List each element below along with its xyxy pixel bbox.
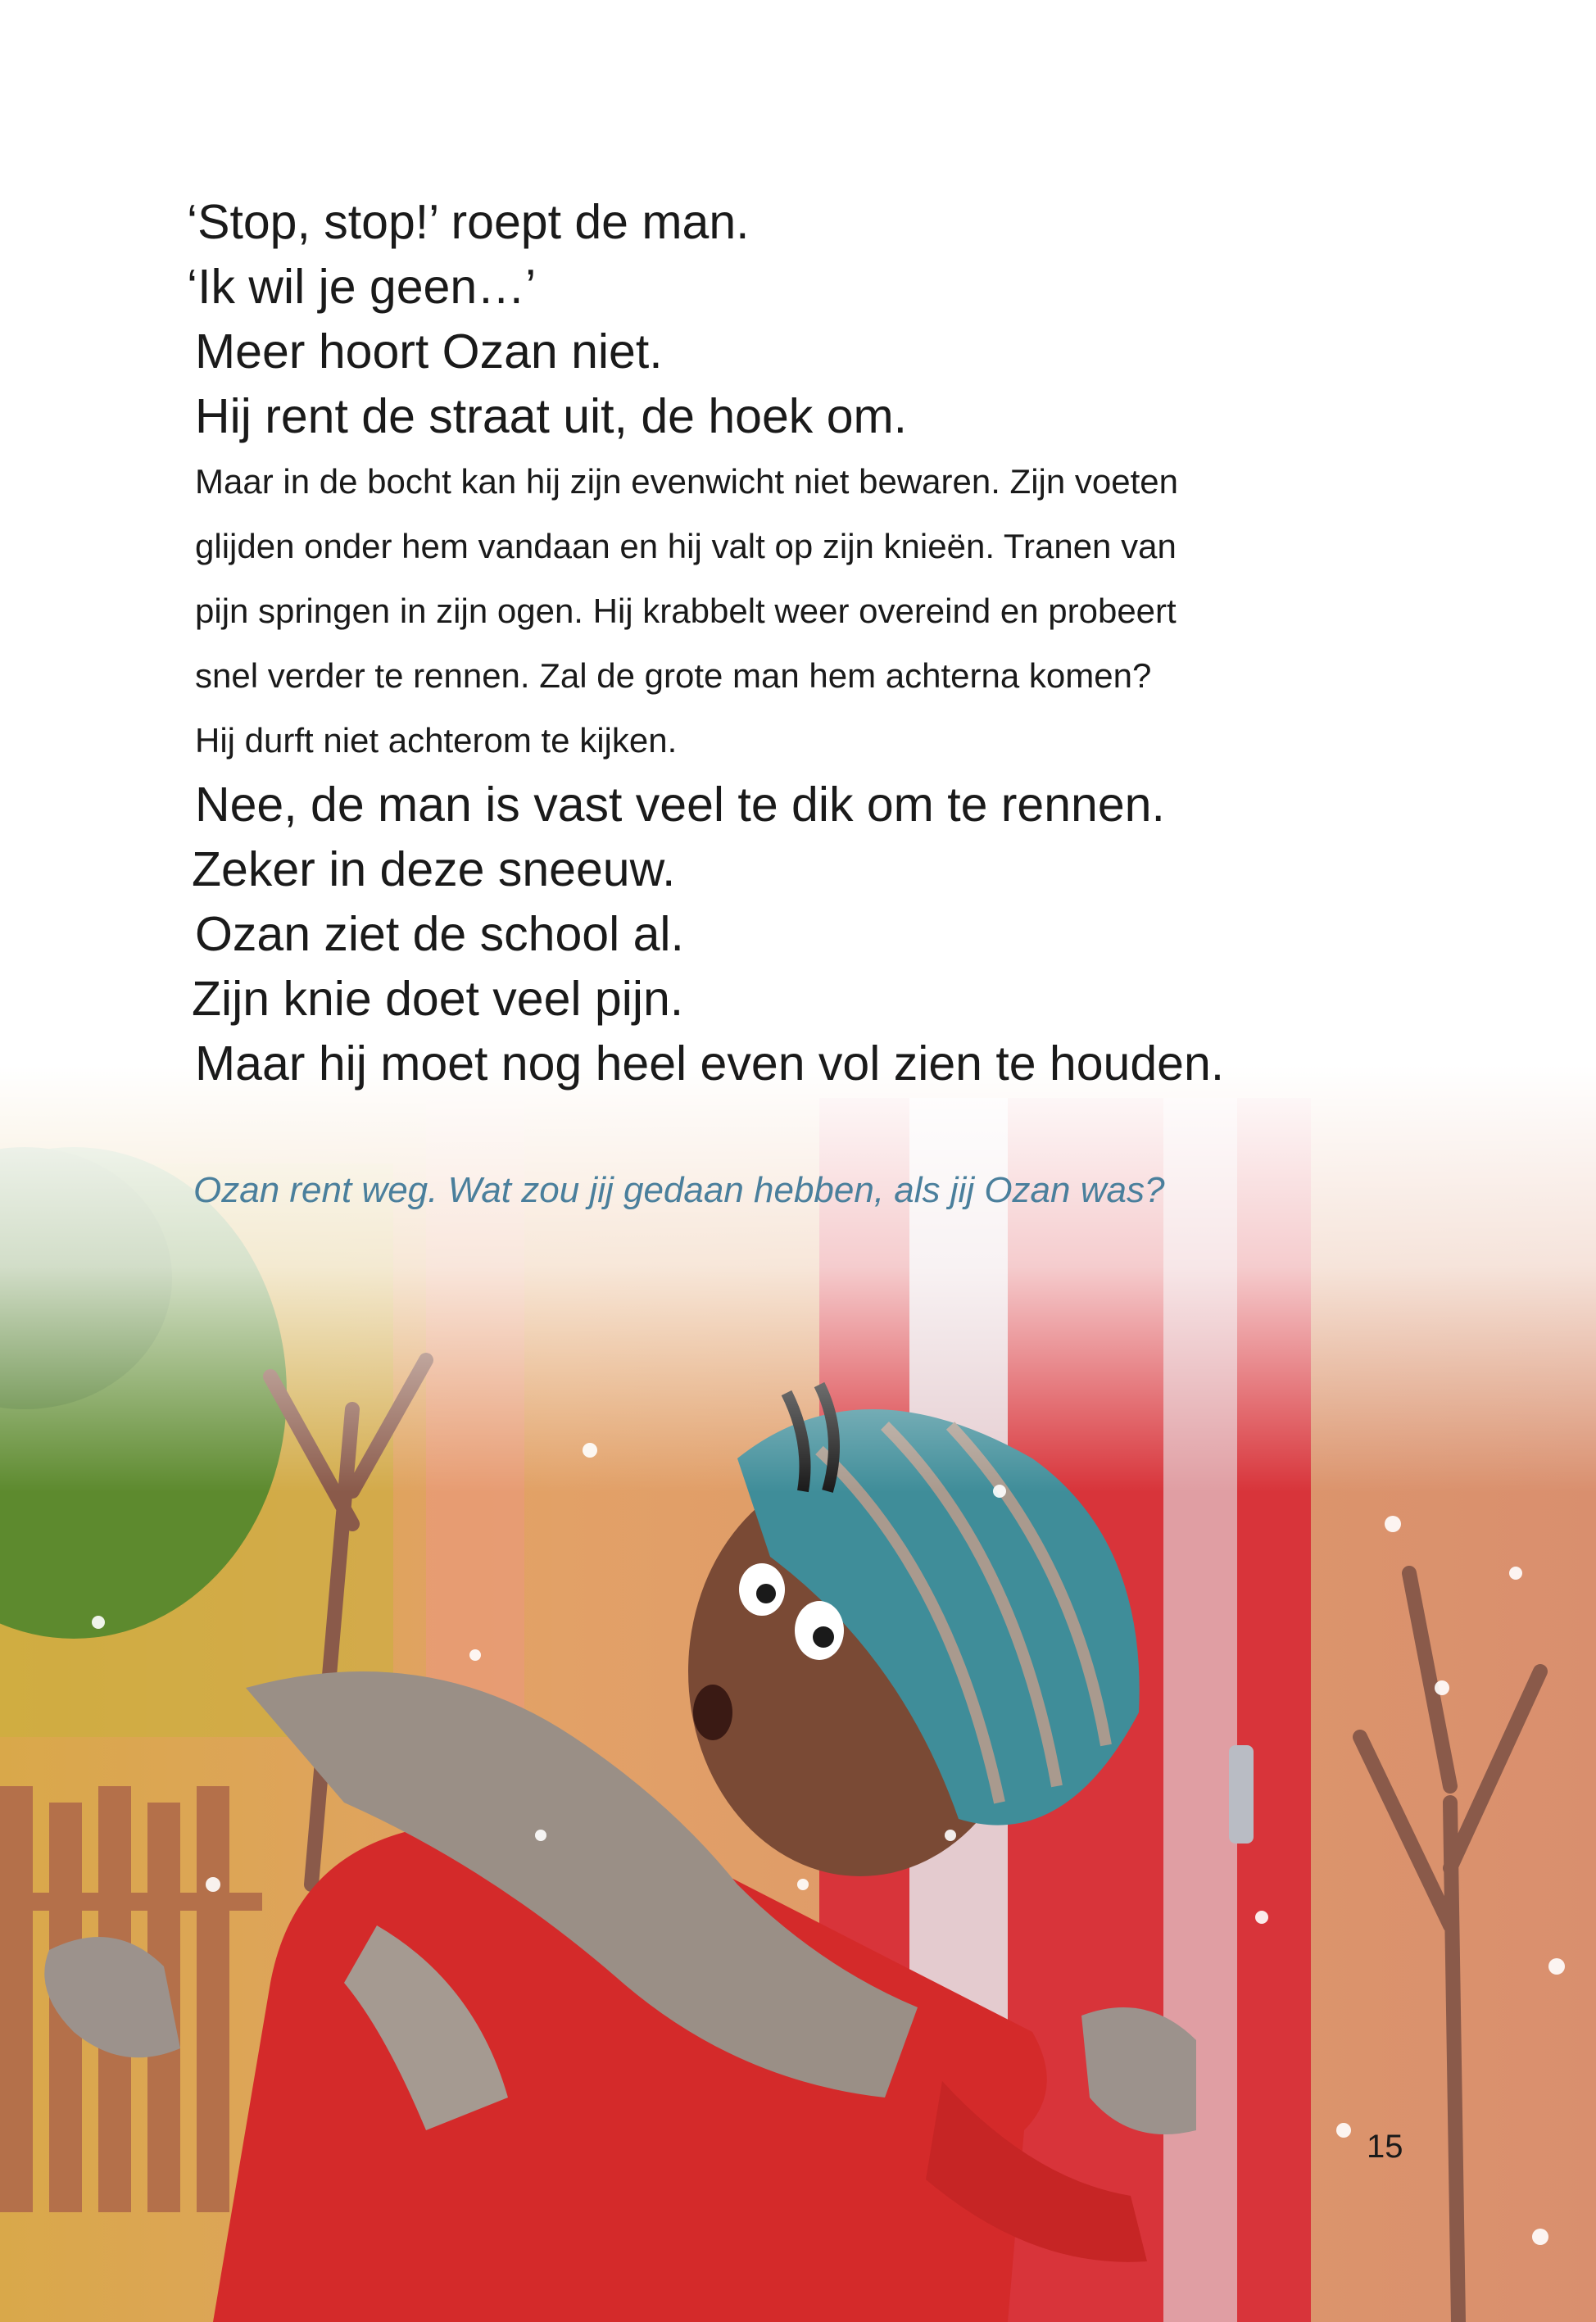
story-line: Nee, de man is vast veel te dik om te rennen. — [195, 778, 1165, 832]
story-line-small: pijn springen in zijn ogen. Hij krabbelt weer overeind en probeert — [195, 592, 1177, 630]
story-line: Zeker in deze sneeuw. — [192, 842, 676, 896]
story-line: Ozan ziet de school al. — [195, 907, 684, 961]
page-number: 15 — [1367, 2129, 1403, 2165]
story-line-small: Maar in de bocht kan hij zijn evenwicht niet bewaren. Zijn voeten — [195, 462, 1178, 501]
story-line: Zijn knie doet veel pijn. — [192, 972, 684, 1026]
story-line-small: Hij durft niet achterom te kijken. — [195, 721, 678, 760]
story-line: ‘Stop, stop!’ roept de man. — [187, 195, 750, 249]
story-line: Hij rent de straat uit, de hoek om. — [195, 389, 908, 443]
illustration-boy-running-in-snow — [0, 1065, 1596, 2322]
story-line: Meer hoort Ozan niet. — [195, 324, 663, 379]
story-line-small: glijden onder hem vandaan en hij valt op zijn knieën. Tranen van — [195, 527, 1177, 565]
story-line: ‘Ik wil je geen…’ — [187, 260, 537, 314]
reflection-question: Ozan rent weg. Wat zou jij gedaan hebben, als jij Ozan was? — [193, 1170, 1165, 1210]
story-text — [187, 190, 1465, 1096]
story-line-small: snel verder te rennen. Zal de grote man hem achterna komen? — [195, 656, 1152, 695]
story-line: Maar hij moet nog heel even vol zien te houden. — [195, 1036, 1225, 1091]
